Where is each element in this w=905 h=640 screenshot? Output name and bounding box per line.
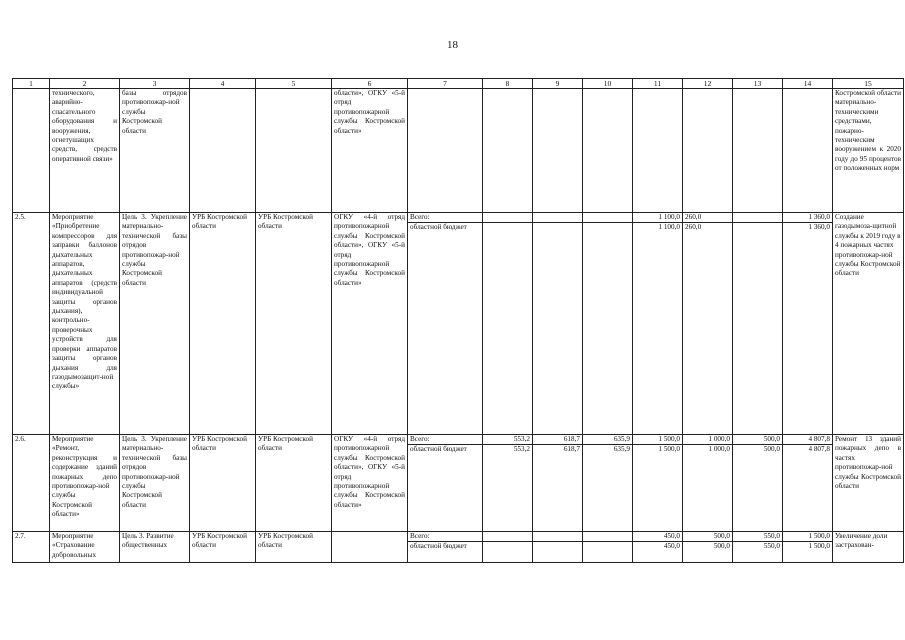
col-number: 7 [408,79,483,89]
executor: УРБ Костромской области [190,532,256,563]
amount-total: 550,0 [763,532,780,540]
amount-total [735,213,780,222]
funding-regional-budget-label: областной бюджет [410,542,467,551]
amount-cell [633,532,683,563]
amount-cell [733,435,783,532]
amount-cell [483,435,533,532]
expected-result: Костромской области материально-техническими средствами, пожарно-техническим вооружением к 2020 году до 95 процентов от положенных норм [833,89,904,213]
amount-total: 500,0 [713,532,730,540]
amount-cell [533,435,583,532]
amount-cell [733,532,783,563]
funding-source [408,213,483,435]
col-number: 12 [683,79,733,89]
amount-total [535,532,580,541]
executor: УРБ Костромской области [190,435,256,532]
col-number: 6 [332,79,408,89]
participants: ОГКУ «4-й отряд противопожарной службы Костромской области», ОГКУ «5-й отряд противопожарной службы Костромской области» [332,435,408,532]
amount-budget: 635,9 [613,445,630,454]
amount-budget: 553,2 [513,445,530,454]
col-number: 11 [633,79,683,89]
amount-budget: 500,0 [763,445,780,454]
co-executor: УРБ Костромской области [256,213,332,435]
participants [332,532,408,563]
amount-cell [633,89,683,213]
amount-total [535,213,580,222]
amount-budget: 1 360,0 [808,223,830,232]
amount-budget [485,542,530,551]
amount-total: 1 100,0 [658,213,680,221]
measure-name: Мероприятие «Страхование добровольных [50,532,120,563]
co-executor: УРБ Костромской области [256,532,332,563]
row-number [13,89,50,213]
col-number: 14 [783,79,833,89]
table-row [13,213,904,435]
amount-budget: 618,7 [563,445,580,454]
amount-budget: 1 500,0 [808,542,830,551]
measure-name: технического, аварийно-спасательного оборудования и вооружения, огнетушащих средств, средств оперативной связи» [50,89,120,213]
expected-result: Ремонт 13 зданий пожарных депо в частях противопожар-ной службы Костромской области [833,435,904,532]
amount-cell [633,435,683,532]
amount-total: 635,9 [613,435,630,443]
col-number: 10 [583,79,633,89]
amount-total: 553,2 [513,435,530,443]
amount-budget [585,223,630,232]
amount-total [585,213,630,222]
amount-total [485,213,530,222]
goal: Цель 3. Укрепление материально-технической базы отрядов противопожар-ной службы Костромской области [120,435,190,532]
amount-cell [783,532,833,563]
amount-cell [483,532,533,563]
table-row [13,89,904,213]
amount-cell [483,213,533,435]
program-measures-table [12,78,904,563]
amount-budget: 500,0 [713,542,730,551]
expected-result: Увеличение доли застрахован- [833,532,904,563]
participants: области», ОГКУ «5-й отряд противопожарной службы Костромской области» [332,89,408,213]
col-number: 9 [533,79,583,89]
goal: базы отрядов противопожар-ной службы Костромской области [120,89,190,213]
amount-cell [683,435,733,532]
amount-cell [683,532,733,563]
column-numbers-row [13,79,904,89]
amount-cell [733,89,783,213]
amount-budget [735,223,780,232]
amount-cell [533,532,583,563]
amount-total: 618,7 [563,435,580,443]
amount-total: 260,0 [685,213,702,221]
table-row [13,435,904,532]
amount-budget: 1 100,0 [658,223,680,232]
row-number: 2.7. [13,532,50,563]
amount-budget [485,223,530,232]
amount-cell [483,89,533,213]
expected-result: Создание газодымоза-щитной службы к 2019 году в 4 пожарных частях противопожар-ной службы Костромской области [833,213,904,435]
col-number: 4 [190,79,256,89]
goal: Цель 3. Развитие общественных [120,532,190,563]
amount-cell [783,435,833,532]
funding-regional-budget-label: областной бюджет [410,445,467,454]
co-executor: УРБ Костромской области [256,435,332,532]
amount-total [485,532,530,541]
amount-budget: 450,0 [663,542,680,551]
executor [190,89,256,213]
goal: Цель 3. Укрепление материально-технической базы отрядов противопожар-ной службы Костромской области [120,213,190,435]
col-number: 2 [50,79,120,89]
amount-cell [683,213,733,435]
measure-name: Мероприятие «Ремонт, реконструкция и содержание зданий пожарных депо противопожар-ной службы Костромской области» [50,435,120,532]
amount-total: 4 807,8 [808,435,830,443]
amount-cell [783,89,833,213]
amount-budget [535,542,580,551]
funding-total-label: Всего: [410,532,430,540]
amount-cell [583,532,633,563]
amount-budget [535,223,580,232]
amount-cell [583,435,633,532]
funding-source [408,435,483,532]
co-executor [256,89,332,213]
amount-budget [585,542,630,551]
col-number: 13 [733,79,783,89]
col-number: 5 [256,79,332,89]
col-number: 15 [833,79,904,89]
executor: УРБ Костромской области [190,213,256,435]
amount-total: 1 500,0 [658,435,680,443]
funding-regional-budget-label: областной бюджет [410,223,467,232]
measure-name: Мероприятие «Приобретение компрессоров для заправки баллонов дыхательных аппаратов, дыхательных аппаратов (средств индивидуальной защиты органов дыхания), контрольно-проверочных устройств для проверки аппаратов защиты органов дыхания для газодымозащит-ной службы» [50,213,120,435]
amount-budget: 550,0 [763,542,780,551]
amount-budget: 1 000,0 [708,445,730,454]
row-number: 2.5. [13,213,50,435]
table-row [13,532,904,563]
amount-total: 1 000,0 [708,435,730,443]
amount-cell [683,89,733,213]
amount-total: 500,0 [763,435,780,443]
amount-budget: 260,0 [685,223,702,232]
col-number: 3 [120,79,190,89]
funding-total-label: Всего: [410,435,430,443]
amount-cell [533,213,583,435]
funding-source [408,89,483,213]
col-number: 1 [13,79,50,89]
amount-cell [633,213,683,435]
col-number: 8 [483,79,533,89]
amount-total: 1 360,0 [808,213,830,221]
amount-total: 1 500,0 [808,532,830,540]
funding-total-label: Всего: [410,213,430,221]
page-number: 18 [447,39,458,51]
amount-cell [783,213,833,435]
amount-budget: 4 807,8 [808,445,830,454]
amount-budget: 1 500,0 [658,445,680,454]
funding-source [408,532,483,563]
amount-total: 450,0 [663,532,680,540]
amount-cell [533,89,583,213]
amount-cell [583,89,633,213]
amount-total [585,532,630,541]
participants: ОГКУ «4-й отряд противопожарной службы Костромской области», ОГКУ «5-й отряд противопожарной службы Костромской области» [332,213,408,435]
amount-cell [733,213,783,435]
amount-cell [583,213,633,435]
row-number: 2.6. [13,435,50,532]
